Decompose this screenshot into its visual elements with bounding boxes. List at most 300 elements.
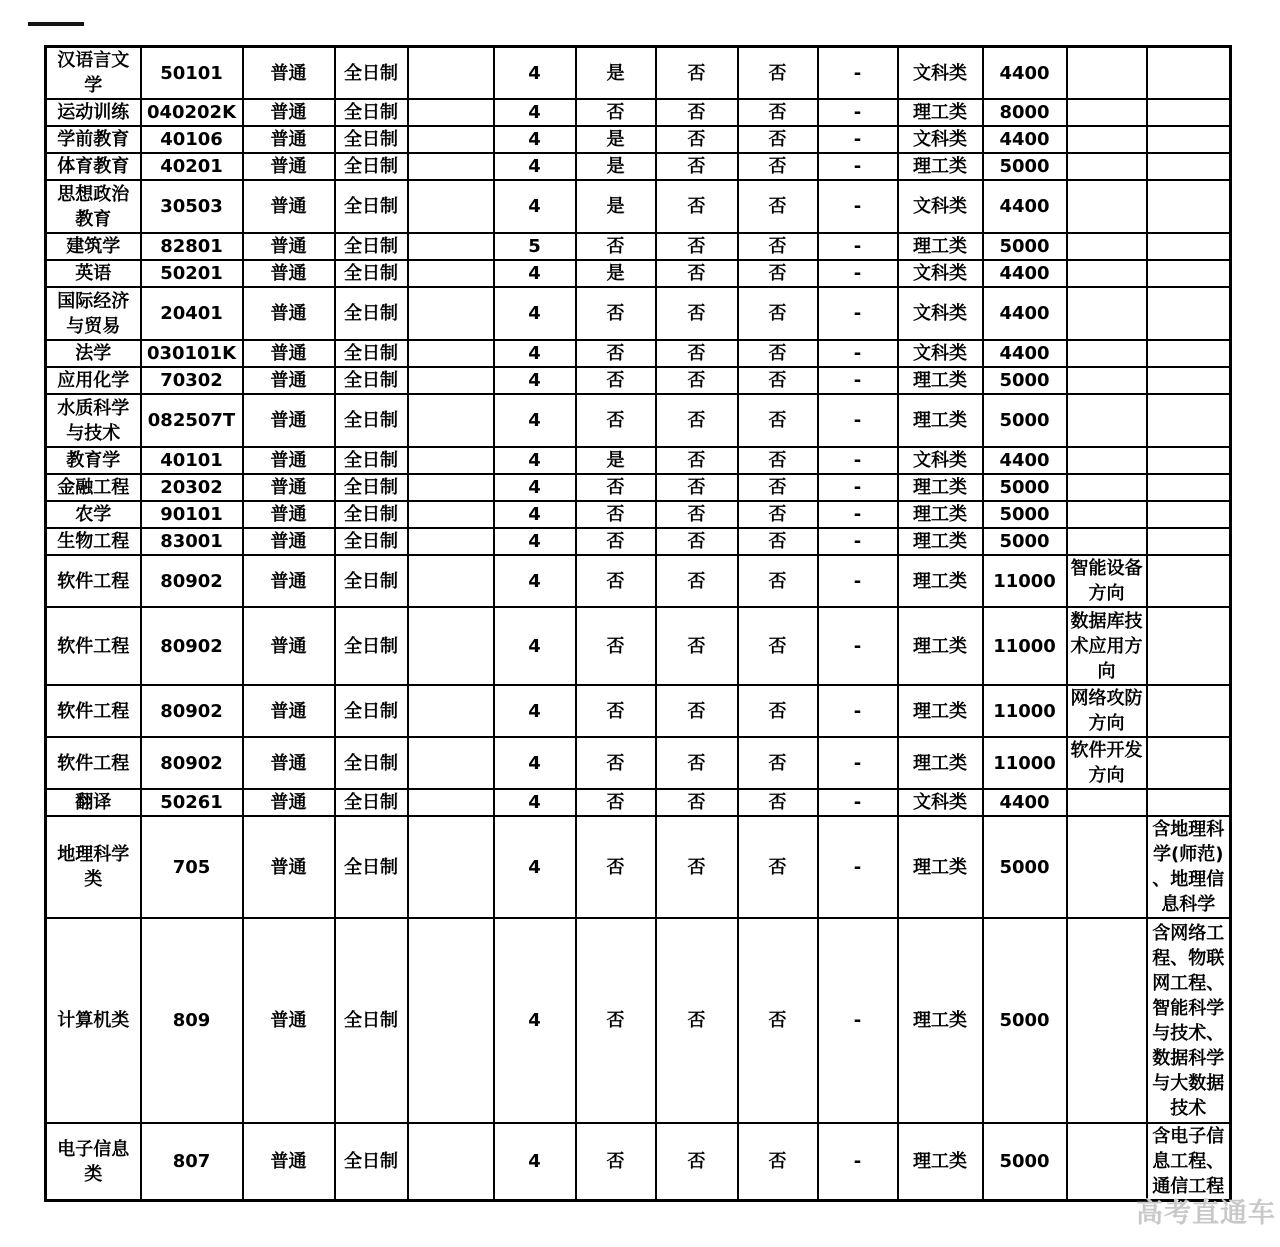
table-row [46,816,1231,918]
cell-flag-c: 否 [738,126,818,153]
cell-tuition-fee: 11000 [983,685,1067,737]
cell-admission-type: 普通 [243,607,335,685]
cell-major-name: 计算机类 [46,918,141,1123]
cell-flag-b: 否 [656,126,738,153]
table-row [46,789,1231,816]
table-row [46,367,1231,394]
cell-blank [408,918,494,1123]
cell-tuition-fee: 4400 [983,260,1067,287]
cell-major-name: 软件工程 [46,737,141,789]
cell-subject-category: 理工类 [898,528,983,555]
cell-dash: - [818,607,898,685]
cell-dash: - [818,555,898,607]
cell-duration: 4 [494,816,576,918]
cell-flag-b: 否 [656,260,738,287]
cell-study-mode: 全日制 [335,918,408,1123]
cell-direction-note: 智能设备方向 [1067,555,1147,607]
cell-major-name: 水质科学与技术 [46,394,141,447]
majors-table-container [44,45,1232,1202]
cell-admission-type: 普通 [243,367,335,394]
cell-subject-category: 理工类 [898,501,983,528]
cell-major-name: 地理科学类 [46,816,141,918]
cell-major-name: 软件工程 [46,555,141,607]
cell-admission-type: 普通 [243,555,335,607]
cell-major-name: 农学 [46,501,141,528]
cell-study-mode: 全日制 [335,685,408,737]
cell-blank [408,233,494,260]
cell-tuition-fee: 5000 [983,816,1067,918]
cell-duration: 4 [494,607,576,685]
cell-blank [408,528,494,555]
cell-blank [408,180,494,233]
cell-direction-note [1067,260,1147,287]
cell-tuition-fee: 5000 [983,367,1067,394]
cell-admission-type: 普通 [243,737,335,789]
cell-dash: - [818,789,898,816]
table-row [46,394,1231,447]
cell-flag-c: 否 [738,918,818,1123]
cell-flag-b: 否 [656,447,738,474]
cell-major-code: 705 [141,816,243,918]
cell-study-mode: 全日制 [335,180,408,233]
cell-dash: - [818,528,898,555]
cell-subject-category: 理工类 [898,685,983,737]
table-body [46,47,1231,1201]
cell-tuition-fee: 4400 [983,47,1067,100]
cell-study-mode: 全日制 [335,340,408,367]
table-row [46,737,1231,789]
cell-admission-type: 普通 [243,394,335,447]
cell-direction-note [1067,287,1147,340]
cell-major-code: 80902 [141,737,243,789]
cell-flag-c: 否 [738,501,818,528]
cell-blank [408,685,494,737]
cell-duration: 4 [494,685,576,737]
cell-duration: 4 [494,153,576,180]
cell-remark-note [1147,180,1231,233]
cell-flag-a: 否 [576,555,656,607]
cell-direction-note [1067,501,1147,528]
cell-tuition-fee: 5000 [983,1123,1067,1201]
cell-flag-b: 否 [656,789,738,816]
cell-flag-c: 否 [738,394,818,447]
cell-admission-type: 普通 [243,126,335,153]
cell-admission-type: 普通 [243,528,335,555]
cell-flag-b: 否 [656,528,738,555]
cell-flag-a: 否 [576,367,656,394]
cell-flag-a: 否 [576,233,656,260]
cell-subject-category: 文科类 [898,126,983,153]
cell-subject-category: 理工类 [898,918,983,1123]
cell-admission-type: 普通 [243,685,335,737]
cell-admission-type: 普通 [243,180,335,233]
cell-direction-note [1067,789,1147,816]
cell-admission-type: 普通 [243,447,335,474]
cell-tuition-fee: 5000 [983,233,1067,260]
cell-major-code: 80902 [141,607,243,685]
cell-flag-b: 否 [656,685,738,737]
cell-admission-type: 普通 [243,789,335,816]
cell-duration: 4 [494,367,576,394]
cell-flag-b: 否 [656,474,738,501]
cell-major-code: 82801 [141,233,243,260]
table-row [46,918,1231,1123]
cell-flag-a: 否 [576,501,656,528]
cell-major-code: 80902 [141,685,243,737]
cell-direction-note [1067,367,1147,394]
cell-admission-type: 普通 [243,340,335,367]
cell-study-mode: 全日制 [335,447,408,474]
cell-major-code: 70302 [141,367,243,394]
cell-direction-note [1067,816,1147,918]
cell-duration: 4 [494,918,576,1123]
cell-remark-note [1147,474,1231,501]
cell-study-mode: 全日制 [335,287,408,340]
cell-flag-b: 否 [656,607,738,685]
cell-major-code: 807 [141,1123,243,1201]
cell-flag-a: 是 [576,126,656,153]
cell-dash: - [818,180,898,233]
cell-flag-c: 否 [738,447,818,474]
cell-flag-b: 否 [656,367,738,394]
cell-major-code: 40106 [141,126,243,153]
cell-direction-note [1067,340,1147,367]
cell-tuition-fee: 11000 [983,737,1067,789]
cell-subject-category: 理工类 [898,607,983,685]
cell-flag-a: 否 [576,737,656,789]
cell-direction-note [1067,918,1147,1123]
cell-direction-note [1067,447,1147,474]
cell-blank [408,287,494,340]
cell-subject-category: 文科类 [898,260,983,287]
cell-blank [408,816,494,918]
cell-study-mode: 全日制 [335,555,408,607]
cell-flag-c: 否 [738,99,818,126]
cell-tuition-fee: 5000 [983,474,1067,501]
cell-dash: - [818,685,898,737]
cell-blank [408,555,494,607]
table-row [46,260,1231,287]
cell-major-code: 20401 [141,287,243,340]
cell-admission-type: 普通 [243,287,335,340]
cell-admission-type: 普通 [243,918,335,1123]
cell-subject-category: 理工类 [898,233,983,260]
cell-subject-category: 理工类 [898,394,983,447]
cell-study-mode: 全日制 [335,367,408,394]
cell-duration: 4 [494,180,576,233]
cell-flag-b: 否 [656,233,738,260]
cell-flag-b: 否 [656,918,738,1123]
cell-direction-note [1067,233,1147,260]
cell-remark-note [1147,260,1231,287]
cell-flag-c: 否 [738,474,818,501]
cell-flag-b: 否 [656,394,738,447]
cell-dash: - [818,126,898,153]
cell-major-name: 金融工程 [46,474,141,501]
cell-flag-b: 否 [656,1123,738,1201]
table-row [46,501,1231,528]
cell-flag-c: 否 [738,367,818,394]
cell-flag-c: 否 [738,528,818,555]
cell-flag-a: 否 [576,816,656,918]
cell-study-mode: 全日制 [335,47,408,100]
cell-direction-note [1067,99,1147,126]
cell-remark-note [1147,126,1231,153]
cell-major-name: 软件工程 [46,685,141,737]
cell-remark-note [1147,394,1231,447]
cell-duration: 4 [494,528,576,555]
cell-flag-a: 否 [576,394,656,447]
cell-direction-note: 网络攻防方向 [1067,685,1147,737]
cell-admission-type: 普通 [243,99,335,126]
cell-subject-category: 文科类 [898,287,983,340]
cell-duration: 4 [494,340,576,367]
cell-admission-type: 普通 [243,153,335,180]
cell-subject-category: 理工类 [898,474,983,501]
cell-duration: 4 [494,394,576,447]
cell-flag-a: 否 [576,287,656,340]
cell-flag-c: 否 [738,816,818,918]
cell-duration: 4 [494,737,576,789]
cell-study-mode: 全日制 [335,501,408,528]
cell-study-mode: 全日制 [335,607,408,685]
cell-remark-note [1147,233,1231,260]
cell-admission-type: 普通 [243,816,335,918]
cell-flag-b: 否 [656,47,738,100]
cell-major-name: 翻译 [46,789,141,816]
cell-flag-c: 否 [738,685,818,737]
cell-flag-b: 否 [656,816,738,918]
cell-major-name: 法学 [46,340,141,367]
cell-dash: - [818,447,898,474]
cell-subject-category: 文科类 [898,447,983,474]
table-row [46,1123,1231,1201]
cell-dash: - [818,233,898,260]
cell-duration: 4 [494,287,576,340]
cell-study-mode: 全日制 [335,99,408,126]
cell-blank [408,99,494,126]
table-row [46,153,1231,180]
cell-major-name: 学前教育 [46,126,141,153]
cell-duration: 4 [494,126,576,153]
cell-study-mode: 全日制 [335,394,408,447]
table-row [46,447,1231,474]
cell-tuition-fee: 5000 [983,918,1067,1123]
cell-duration: 4 [494,260,576,287]
cell-dash: - [818,287,898,340]
cell-admission-type: 普通 [243,1123,335,1201]
cell-remark-note: 含地理科学(师范)、地理信息科学 [1147,816,1231,918]
cell-dash: - [818,153,898,180]
cell-study-mode: 全日制 [335,474,408,501]
cell-tuition-fee: 11000 [983,607,1067,685]
cell-dash: - [818,260,898,287]
table-row [46,528,1231,555]
cell-tuition-fee: 5000 [983,528,1067,555]
cell-direction-note [1067,153,1147,180]
cell-dash: - [818,816,898,918]
cell-major-name: 体育教育 [46,153,141,180]
cell-flag-b: 否 [656,501,738,528]
cell-subject-category: 理工类 [898,737,983,789]
cell-subject-category: 文科类 [898,180,983,233]
cell-flag-a: 否 [576,789,656,816]
table-row [46,126,1231,153]
cell-major-name: 建筑学 [46,233,141,260]
cell-direction-note: 数据库技术应用方向 [1067,607,1147,685]
cell-duration: 4 [494,474,576,501]
cell-flag-b: 否 [656,737,738,789]
cell-major-name: 教育学 [46,447,141,474]
cell-blank [408,153,494,180]
cell-major-code: 50261 [141,789,243,816]
cell-study-mode: 全日制 [335,260,408,287]
table-row [46,47,1231,100]
cell-study-mode: 全日制 [335,816,408,918]
cell-blank [408,501,494,528]
cell-major-name: 电子信息类 [46,1123,141,1201]
cell-major-code: 83001 [141,528,243,555]
cell-duration: 4 [494,1123,576,1201]
cell-major-code: 80902 [141,555,243,607]
cell-major-name: 运动训练 [46,99,141,126]
cell-remark-note [1147,607,1231,685]
cell-flag-a: 是 [576,180,656,233]
cell-major-name: 生物工程 [46,528,141,555]
cell-duration: 4 [494,99,576,126]
cell-flag-b: 否 [656,287,738,340]
cell-major-code: 809 [141,918,243,1123]
cell-direction-note [1067,47,1147,100]
cell-remark-note [1147,737,1231,789]
cell-flag-a: 是 [576,47,656,100]
cell-major-code: 50101 [141,47,243,100]
cell-study-mode: 全日制 [335,126,408,153]
cell-subject-category: 文科类 [898,789,983,816]
cell-flag-c: 否 [738,555,818,607]
cell-major-name: 国际经济与贸易 [46,287,141,340]
cell-remark-note: 含网络工程、物联网工程、智能科学与技术、数据科学与大数据技术 [1147,918,1231,1123]
cell-blank [408,367,494,394]
cell-tuition-fee: 4400 [983,789,1067,816]
table-row [46,233,1231,260]
cell-admission-type: 普通 [243,260,335,287]
cell-flag-c: 否 [738,287,818,340]
cell-flag-a: 否 [576,685,656,737]
cell-blank [408,607,494,685]
cell-remark-note [1147,685,1231,737]
cell-remark-note [1147,555,1231,607]
cell-major-code: 040202K [141,99,243,126]
cell-remark-note [1147,287,1231,340]
cell-major-code: 082507T [141,394,243,447]
cell-major-name: 应用化学 [46,367,141,394]
cell-blank [408,260,494,287]
majors-table [44,45,1232,1202]
cell-flag-b: 否 [656,340,738,367]
cell-flag-c: 否 [738,607,818,685]
cell-remark-note [1147,447,1231,474]
cell-direction-note [1067,394,1147,447]
cell-dash: - [818,367,898,394]
cell-direction-note [1067,1123,1147,1201]
cell-subject-category: 理工类 [898,153,983,180]
cell-flag-c: 否 [738,737,818,789]
table-row [46,474,1231,501]
cell-major-code: 40101 [141,447,243,474]
cell-subject-category: 理工类 [898,99,983,126]
cell-study-mode: 全日制 [335,528,408,555]
cell-flag-c: 否 [738,47,818,100]
cell-tuition-fee: 5000 [983,394,1067,447]
cell-tuition-fee: 4400 [983,287,1067,340]
cell-tuition-fee: 5000 [983,153,1067,180]
cell-dash: - [818,501,898,528]
cell-remark-note [1147,47,1231,100]
cell-flag-c: 否 [738,260,818,287]
cell-major-name: 英语 [46,260,141,287]
table-row [46,99,1231,126]
cell-remark-note [1147,153,1231,180]
cell-flag-c: 否 [738,180,818,233]
cell-dash: - [818,340,898,367]
cell-duration: 4 [494,47,576,100]
cell-duration: 4 [494,789,576,816]
cell-major-name: 软件工程 [46,607,141,685]
cell-dash: - [818,737,898,789]
cell-major-code: 20302 [141,474,243,501]
cell-flag-c: 否 [738,153,818,180]
watermark: 高考直通车 [1136,1198,1276,1229]
cell-blank [408,1123,494,1201]
cell-tuition-fee: 4400 [983,340,1067,367]
cell-flag-a: 否 [576,340,656,367]
cell-duration: 4 [494,555,576,607]
cell-blank [408,340,494,367]
cell-remark-note [1147,789,1231,816]
cell-blank [408,737,494,789]
cell-tuition-fee: 8000 [983,99,1067,126]
cell-tuition-fee: 11000 [983,555,1067,607]
cell-flag-a: 否 [576,474,656,501]
cell-subject-category: 理工类 [898,816,983,918]
cell-duration: 5 [494,233,576,260]
cell-direction-note [1067,474,1147,501]
cell-flag-a: 否 [576,1123,656,1201]
cell-study-mode: 全日制 [335,233,408,260]
cell-duration: 4 [494,447,576,474]
cell-blank [408,47,494,100]
cell-direction-note [1067,528,1147,555]
cell-dash: - [818,918,898,1123]
table-row [46,287,1231,340]
cell-dash: - [818,394,898,447]
cell-subject-category: 理工类 [898,1123,983,1201]
cell-dash: - [818,474,898,501]
cell-blank [408,474,494,501]
cell-subject-category: 文科类 [898,47,983,100]
cell-blank [408,394,494,447]
cell-major-code: 030101K [141,340,243,367]
cell-remark-note [1147,528,1231,555]
cell-tuition-fee: 5000 [983,501,1067,528]
cell-flag-a: 否 [576,528,656,555]
cell-dash: - [818,47,898,100]
table-row [46,340,1231,367]
cell-flag-a: 否 [576,99,656,126]
cell-study-mode: 全日制 [335,1123,408,1201]
cell-flag-c: 否 [738,340,818,367]
